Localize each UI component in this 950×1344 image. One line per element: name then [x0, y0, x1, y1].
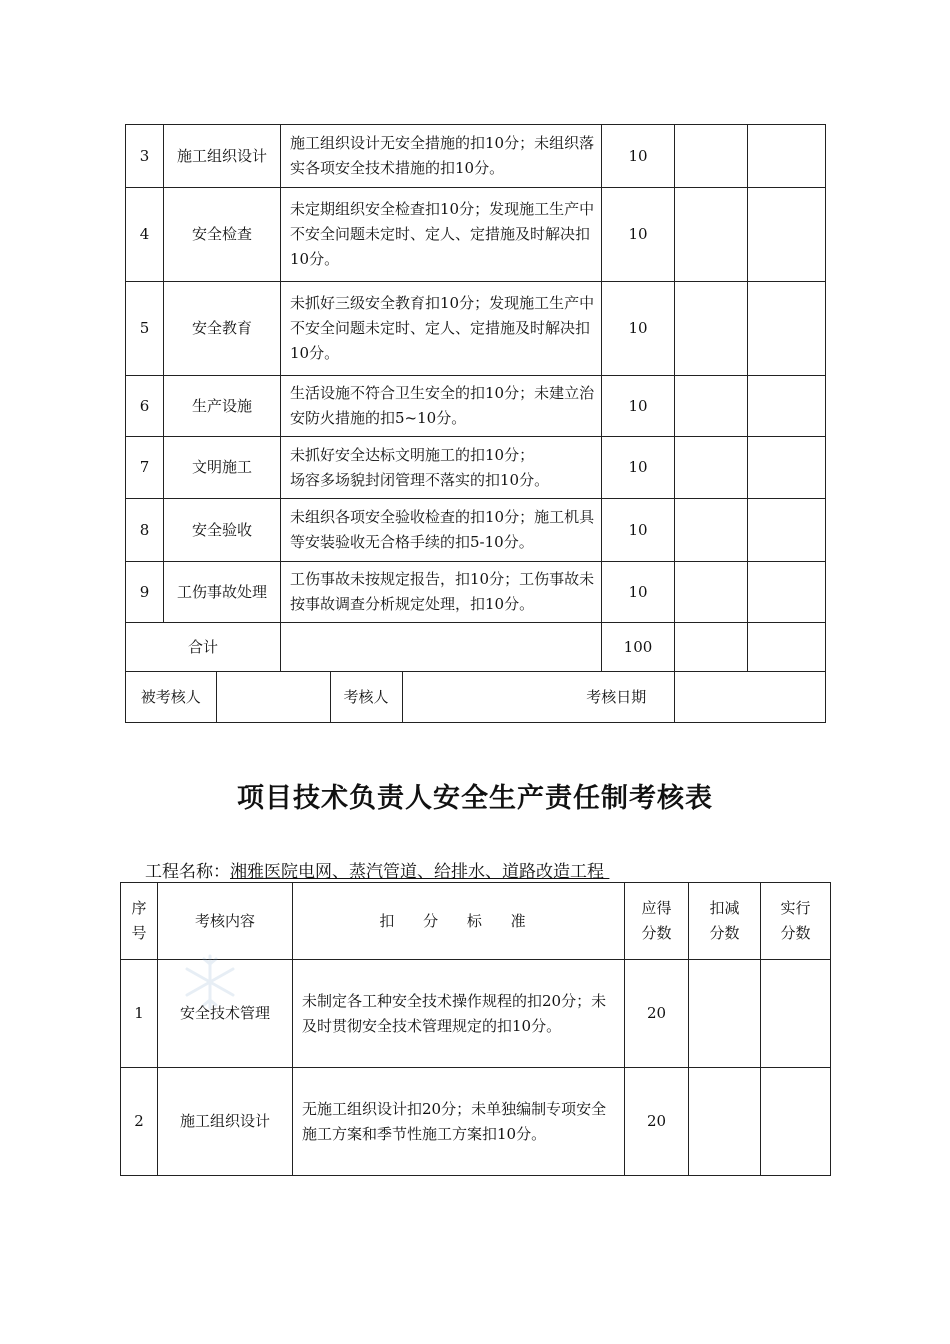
signature-row	[126, 672, 826, 723]
assessment-date-label: 考核日期	[586, 687, 647, 706]
deduction-standard-line: 未抓好安全达标文明施工的扣10分；	[290, 445, 535, 464]
assessment-item: 工伤事故处理	[164, 562, 281, 623]
assessee-field[interactable]	[216, 672, 330, 722]
due-score: 10	[602, 376, 675, 437]
deducted-score-cell	[675, 376, 748, 437]
deduction-standard: 工伤事故未按规定报告，扣10分；工伤事故未按事故调查分析规定处理，扣10分。	[281, 562, 602, 623]
assessment-table	[120, 882, 831, 1176]
deducted-score-cell	[675, 499, 748, 562]
assessment-item: 施工组织设计	[164, 125, 281, 188]
header-number: 序 号	[121, 883, 158, 960]
table-row	[126, 562, 826, 623]
deduction-standard: 未制定各工种安全技术操作规程的扣20分；未及时贯彻安全技术管理规定的扣10分。	[293, 960, 625, 1068]
actual-score-cell	[748, 376, 826, 437]
actual-score-cell	[748, 499, 826, 562]
deduction-standard	[281, 437, 602, 499]
assessment-item: 安全验收	[164, 499, 281, 562]
due-score: 10	[602, 282, 675, 376]
table-header-row	[121, 883, 831, 960]
total-score: 100	[602, 623, 675, 672]
total-deducted-cell	[675, 623, 748, 672]
row-number: 9	[126, 562, 164, 623]
deduction-standard: 未抓好三级安全教育扣10分；发现施工生产中不安全问题未定时、定人、定措施及时解决扣10分。	[281, 282, 602, 376]
total-label: 合计	[126, 623, 281, 672]
actual-score-cell	[748, 125, 826, 188]
deducted-score-cell	[675, 437, 748, 499]
row-number: 2	[121, 1068, 158, 1176]
actual-score-cell	[748, 282, 826, 376]
total-row	[126, 623, 826, 672]
actual-score-cell	[748, 437, 826, 499]
due-score: 20	[625, 960, 689, 1068]
due-score: 10	[602, 125, 675, 188]
signature-table	[126, 672, 826, 722]
deducted-score-cell	[675, 188, 748, 282]
row-number: 4	[126, 188, 164, 282]
deduction-standard-line: 场容多场貌封闭管理不落实的扣10分。	[290, 470, 550, 489]
header-actual-score: 实行 分数	[761, 883, 831, 960]
due-score: 10	[602, 499, 675, 562]
project-name: 湘雅医院电网、蒸汽管道、给排水、道路改造工程	[230, 862, 604, 882]
table-row	[126, 188, 826, 282]
due-score: 10	[602, 437, 675, 499]
deducted-score-cell	[689, 960, 761, 1068]
table-row	[121, 1068, 831, 1176]
row-number: 1	[121, 960, 158, 1068]
row-number: 8	[126, 499, 164, 562]
due-score: 20	[625, 1068, 689, 1176]
deducted-score-cell	[675, 562, 748, 623]
row-number: 5	[126, 282, 164, 376]
page-title: 项目技术负责人安全生产责任制考核表	[237, 783, 713, 814]
table-row	[126, 499, 826, 562]
assessment-item: 文明施工	[164, 437, 281, 499]
row-number: 7	[126, 437, 164, 499]
table-row	[126, 376, 826, 437]
header-standard: 扣 分 标 准	[293, 883, 625, 960]
actual-score-cell	[748, 188, 826, 282]
deducted-score-cell	[675, 282, 748, 376]
header-deducted-score: 扣减 分数	[689, 883, 761, 960]
actual-score-cell	[761, 960, 831, 1068]
total-actual-cell	[748, 623, 826, 672]
total-standard-cell	[281, 623, 602, 672]
due-score: 10	[602, 562, 675, 623]
row-number: 3	[126, 125, 164, 188]
deduction-standard: 未定期组织安全检查扣10分；发现施工生产中不安全问题未定时、定人、定措施及时解决扣10分。	[281, 188, 602, 282]
deduction-standard: 施工组织设计无安全措施的扣10分；未组织落实各项安全技术措施的扣10分。	[281, 125, 602, 188]
header-due-score: 应得 分数	[625, 883, 689, 960]
project-line	[145, 857, 609, 882]
project-label: 工程名称：	[145, 862, 230, 882]
deducted-score-cell	[689, 1068, 761, 1176]
assessment-item: 安全教育	[164, 282, 281, 376]
deduction-standard: 生活设施不符合卫生安全的扣10分；未建立治安防火措施的扣5~10分。	[281, 376, 602, 437]
assessment-item: 安全检查	[164, 188, 281, 282]
assessor-field[interactable]	[402, 672, 559, 722]
table-row	[126, 437, 826, 499]
actual-score-cell	[761, 1068, 831, 1176]
deducted-score-cell	[675, 125, 748, 188]
assessee-label: 被考核人	[126, 672, 216, 722]
signature-container	[126, 672, 826, 723]
assessment-item: 生产设施	[164, 376, 281, 437]
deduction-standard: 未组织各项安全验收检查的扣10分；施工机具等安装验收无合格手续的扣5-10分。	[281, 499, 602, 562]
row-number: 6	[126, 376, 164, 437]
deduction-standard: 无施工组织设计扣20分；未单独编制专项安全施工方案和季节性施工方案扣10分。	[293, 1068, 625, 1176]
actual-score-cell	[748, 562, 826, 623]
assessment-table-continued	[125, 124, 826, 723]
assessment-item: 安全技术管理	[158, 960, 293, 1068]
assessment-item: 施工组织设计	[158, 1068, 293, 1176]
snowflake-watermark-icon	[180, 952, 240, 1012]
table-row	[126, 125, 826, 188]
assessor-label: 考核人	[330, 672, 402, 722]
due-score: 10	[602, 188, 675, 282]
table-row	[126, 282, 826, 376]
header-content: 考核内容	[158, 883, 293, 960]
assessment-date-field[interactable]	[674, 672, 826, 722]
